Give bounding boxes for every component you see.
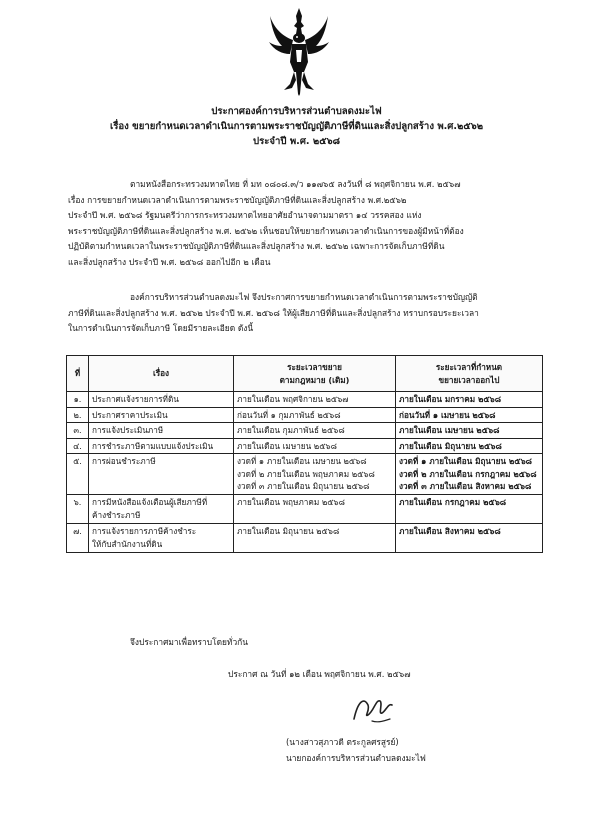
schedule-table [66,355,543,553]
paragraph-line: เรื่อง การขยายกำหนดเวลาดำเนินการตามพระราชบัญญัติภาษีที่ดินและสิ่งปลูกสร้าง พ.ศ.๒๕๖๒ [68,194,407,205]
signer-title: นายกองค์การบริหารส่วนตำบลดงมะไฟ [286,753,426,763]
cell-legal-period-line: ภายในเดือน พฤษภาคม ๒๕๖๘ [237,497,345,507]
paragraph-line: ปฏิบัติตามกำหนดเวลาในพระราชบัญญัติภาษีที่ดินและสิ่งปลูกสร้าง พ.ศ. ๒๕๖๒ เฉพาะการจัดเก็บภาษีที่ดิน [68,241,445,251]
cell-topic [89,524,234,553]
cell-extended-period-line: ภายในเดือน กรกฎาคม ๒๕๖๘ [399,497,507,507]
cell-topic [89,423,234,439]
header-topic: เรื่อง [89,356,234,392]
cell-topic [89,392,234,408]
cell-topic-line: ประกาศแจ้งรายการที่ดิน [92,394,179,404]
cell-no: ๒. [67,407,89,423]
table-row [67,438,543,454]
cell-legal-period-line: ภายในเดือน พฤศจิกายน ๒๕๖๗ [237,394,349,404]
cell-extended-period-line: ภายในเดือน เมษายน ๒๕๖๘ [399,425,500,435]
cell-extended-period-line: งวดที่ ๑ ภายในเดือน มิถุนายน ๒๕๖๘ [399,456,532,466]
cell-extended-period [396,524,543,553]
cell-legal-period-line: ภายในเดือน กุมภาพันธ์ ๒๕๖๘ [237,425,345,435]
cell-extended-period [396,392,543,408]
table-row [67,407,543,423]
paragraph-line: ภาษีที่ดินและสิ่งปลูกสร้าง พ.ศ. ๒๕๖๒ ประจำปี พ.ศ. ๒๕๖๘ ให้ผู้เสียภาษีที่ดินและสิ่งปลูกสร้าง ทราบกรอบระยะเวลา [68,307,479,318]
paragraph-line: องค์การบริหารส่วนตำบลดงมะไฟ จึงประกาศการขยายกำหนดเวลาดำเนินการตามพระราชบัญญัติ [130,292,478,302]
cell-no: ๑. [67,392,89,408]
cell-extended-period [396,407,543,423]
cell-topic-line: การผ่อนชำระภาษี [92,456,156,466]
document-title: ประกาศองค์การบริหารส่วนตำบลดงมะไฟ [211,106,382,117]
cell-legal-period-line: งวดที่ ๒ ภายในเดือน พฤษภาคม ๒๕๖๘ [237,468,375,479]
cell-topic-line: การชำระภาษีตามแบบแจ้งประเมิน [92,440,214,451]
cell-extended-period [396,495,543,524]
cell-legal-period-line: ภายในเดือน เมษายน ๒๕๖๘ [237,440,337,451]
cell-legal-period [234,407,396,423]
cell-topic-line: การมีหนังสือแจ้งเตือนผู้เสียภาษีที่ [92,497,208,507]
garuda-emblem-icon [268,6,330,98]
cell-legal-period [234,423,396,439]
cell-legal-period [234,495,396,524]
header-extended-period: ระยะเวลาที่กำหนด ขยายเวลาออกไป [396,356,543,392]
cell-extended-period [396,423,543,439]
cell-no: ๔. [67,438,89,454]
cell-legal-period-line: งวดที่ ๑ ภายในเดือน เมษายน ๒๕๖๘ [237,456,367,466]
cell-topic [89,495,234,524]
cell-no: ๖. [67,495,89,524]
paragraph-reference [68,177,528,270]
signature-icon [348,691,398,727]
cell-extended-period-line: งวดที่ ๓ ภายในเดือน สิงหาคม ๒๕๖๘ [399,481,532,491]
cell-legal-period [234,392,396,408]
signer-name: (นางสาวสุภาวดี ตระกูลศรสูรย์) [286,737,399,747]
paragraph-line: ตามหนังสือกระทรวงมหาดไทย ที่ มท ๐๘๐๘.๓/ว ๑๑๗๖๕ ลงวันที่ ๘ พฤศจิกายน พ.ศ. ๒๕๖๗ [130,179,461,189]
cell-legal-period-line: ก่อนวันที่ ๑ กุมภาพันธ์ ๒๕๖๘ [237,409,341,420]
cell-topic [89,407,234,423]
header-no: ที่ [67,356,89,392]
cell-no: ๗. [67,524,89,553]
table-header-row [67,356,543,392]
cell-legal-period-line: งวดที่ ๓ ภายในเดือน มิถุนายน ๒๕๖๘ [237,481,370,491]
paragraph-line: ประจำปี พ.ศ. ๒๕๖๘ รัฐมนตรีว่าการกระทรวงมหาดไทยอาศัยอำนาจตามมาตรา ๑๔ วรรคสอง แห่ง [68,210,422,220]
cell-legal-period [234,438,396,454]
table-row [67,524,543,553]
cell-topic-line: ค้างชำระภาษี [92,509,141,520]
table-row [67,454,543,495]
paragraph-announcement [68,290,528,337]
cell-topic-line: ให้กับสำนักงานที่ดิน [92,538,163,549]
paragraph-line: ในการดำเนินการจัดเก็บภาษี โดยมีรายละเอียด ดังนี้ [68,323,254,333]
paragraph-line: พระราชบัญญัติภาษีที่ดินและสิ่งปลูกสร้าง พ.ศ. ๒๕๖๒ เห็นชอบให้ขยายกำหนดเวลาดำเนินการของผู้มีหน้าที่ต้อง [68,225,464,236]
cell-topic [89,454,234,495]
cell-no: ๓. [67,423,89,439]
header-legal-period: ระยะเวลาขยาย ตามกฎหมาย (เดิม) [234,356,396,392]
table-row [67,495,543,524]
cell-topic [89,438,234,454]
table-row [67,423,543,439]
closing-text: จึงประกาศมาเพื่อทราบโดยทั่วกัน [130,637,248,647]
cell-extended-period [396,438,543,454]
document-subject: เรื่อง ขยายกำหนดเวลาดำเนินการตามพระราชบัญญัติภาษีที่ดินและสิ่งปลูกสร้าง พ.ศ.๒๕๖๒ [109,121,484,132]
cell-extended-period-line: งวดที่ ๒ ภายในเดือน กรกฎาคม ๒๕๖๘ [399,468,537,479]
cell-legal-period [234,524,396,553]
table-row [67,392,543,408]
cell-extended-period-line: ภายในเดือน สิงหาคม ๒๕๖๘ [399,526,501,536]
cell-legal-period [234,454,396,495]
cell-topic-line: ประกาศราคาประเมิน [92,409,168,420]
cell-extended-period-line: ก่อนวันที่ ๑ เมษายน ๒๕๖๘ [399,409,496,420]
cell-topic-line: การแจ้งประเมินภาษี [92,425,164,435]
cell-extended-period-line: ภายในเดือน มกราคม ๒๕๖๘ [399,394,502,404]
cell-legal-period-line: ภายในเดือน มิถุนายน ๒๕๖๘ [237,526,340,536]
announce-date: ประกาศ ณ วันที่ ๑๒ เดือน พฤศจิกายน พ.ศ. ๒๕๖๗ [228,669,411,679]
cell-no: ๕. [67,454,89,495]
document-fiscal-year: ประจำปี พ.ศ. ๒๕๖๘ [253,136,340,147]
cell-topic-line: การแจ้งรายการภาษีค้างชำระ [92,526,197,536]
cell-extended-period-line: ภายในเดือน มิถุนายน ๒๕๖๘ [399,440,502,451]
paragraph-line: และสิ่งปลูกสร้าง ประจำปี พ.ศ. ๒๕๖๘ ออกไปอีก ๒ เดือน [68,256,271,267]
cell-extended-period [396,454,543,495]
